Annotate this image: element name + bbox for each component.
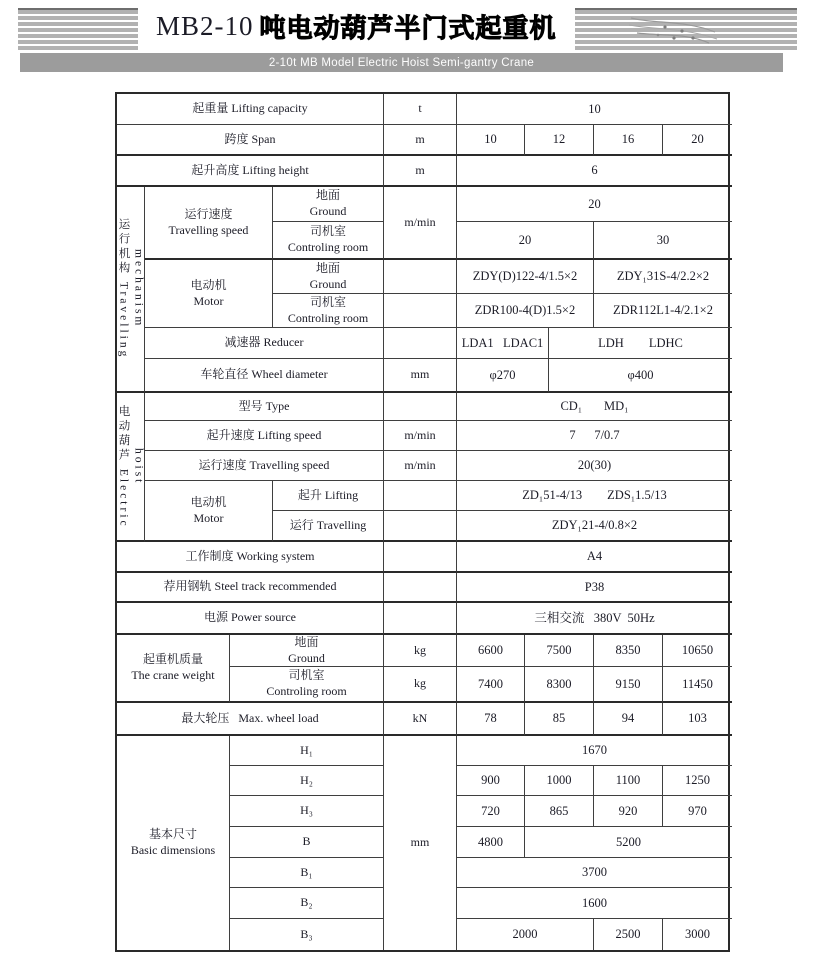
cell-dim-b1-label: B₁ (230, 858, 384, 888)
cell-hoist-motor-label (145, 481, 273, 542)
cell-weight-ground (230, 635, 384, 667)
cell-reducer-label: 减速器 Reducer (145, 328, 384, 359)
cell-hoist-motor-trav-label: 运行 Travelling (273, 511, 384, 542)
cell-work-unit (384, 542, 457, 573)
cell-hoist-travspeed-label: 运行速度 Travelling speed (145, 451, 384, 481)
cell-work-label: 工作制度 Working system (117, 542, 384, 573)
cell-hoist-motor-trav-unit (384, 511, 457, 542)
page-title (138, 0, 575, 52)
hoist-motor-zh: 电动机 (190, 494, 227, 509)
cell-hoist-type-label: 型号 Type (145, 393, 384, 421)
cell-weight-c1: 7400 (457, 667, 525, 703)
ground-en: Ground (309, 204, 347, 218)
cell-wheel-label: 车轮直径 Wheel diameter (145, 359, 384, 393)
cell-reducer-v1: LDA1 LDAC1 (457, 328, 549, 359)
dims-en: Basic dimensions (130, 843, 216, 857)
cell-dim-b-v1: 4800 (457, 827, 525, 858)
cell-load-v3: 94 (594, 703, 663, 736)
cell-dim-h1-label: H₁ (230, 736, 384, 766)
ground-zh: 地面 (315, 260, 340, 275)
cell-power-unit (384, 603, 457, 635)
cell-mech-speed-ground (273, 187, 384, 222)
cell-dim-h3-v4: 970 (663, 796, 732, 827)
dims-zh: 基本尺寸 (148, 827, 197, 842)
cell-wheel-unit: mm (384, 359, 457, 393)
cell-dim-b-label: B (230, 827, 384, 858)
cell-dim-h3-v3: 920 (594, 796, 663, 827)
cell-dim-h2-v2: 1000 (525, 766, 594, 796)
cell-mech-speed-ground-value: 20 (457, 187, 732, 222)
weight-zh: 起重机质量 (142, 652, 203, 667)
cell-dim-h3-v2: 865 (525, 796, 594, 827)
cell-wheel-v1: φ270 (457, 359, 549, 393)
cell-span-v2: 12 (525, 125, 594, 156)
cell-track-value: P38 (457, 573, 732, 603)
cell-cap-label: 起重量 Lifting capacity (117, 94, 384, 125)
cell-reducer-v2: LDH LDHC (549, 328, 732, 359)
cell-load-v4: 103 (663, 703, 732, 736)
cell-mech-speed-unit: m/min (384, 187, 457, 260)
cab-zh: 司机室 (309, 224, 346, 239)
cell-mech-motor-ground-v1: ZDY(D)122-4/1.5×2 (457, 260, 594, 294)
cell-span-v3: 16 (594, 125, 663, 156)
spec-table (115, 92, 730, 952)
subtitle-bar: 2-10t MB Model Electric Hoist Semi-gantry Crane (20, 53, 783, 72)
hoist-motor-en: Motor (193, 510, 224, 525)
cell-height-label: 起升高度 Lifting height (117, 156, 384, 187)
ground-en: Ground (288, 650, 325, 665)
cell-weight-cab (230, 667, 384, 703)
cell-dim-h2-v3: 1100 (594, 766, 663, 796)
cell-weight-label (117, 635, 230, 703)
cell-dim-b3-v2: 2500 (594, 919, 663, 950)
cell-power-value: 三相交流 380V 50Hz (457, 603, 732, 635)
mech-speed-zh: 运行速度 (184, 206, 233, 221)
cell-mech-motor-cab (273, 294, 384, 328)
cell-weight-ground-unit: kg (384, 635, 457, 667)
cell-dim-b-v2: 5200 (525, 827, 732, 858)
cell-span-v4: 20 (663, 125, 732, 156)
mech-motor-en: Motor (193, 293, 224, 308)
cell-hoist-motor-lift-unit (384, 481, 457, 511)
cell-hoist-travspeed-unit: m/min (384, 451, 457, 481)
cell-track-unit (384, 573, 457, 603)
cell-mech-motor-cab-v1: ZDR100-4(D)1.5×2 (457, 294, 594, 328)
cell-weight-c3: 9150 (594, 667, 663, 703)
cell-dim-h2-v1: 900 (457, 766, 525, 796)
cell-work-value: A4 (457, 542, 732, 573)
cell-dim-h2-label: H₂ (230, 766, 384, 796)
cell-hoist-type-unit (384, 393, 457, 421)
cell-mech-speed-cab-v2: 30 (594, 222, 732, 260)
cell-weight-c4: 11450 (663, 667, 732, 703)
group-travelling-mechanism: 运行机构 Travelling mechanism (117, 187, 145, 393)
title-chinese: 吨电动葫芦半门式起重机 (259, 12, 557, 43)
mech-motor-zh: 电动机 (190, 277, 227, 292)
decorative-flourish (627, 8, 719, 50)
cell-mech-motor-cab-v2: ZDR112L1-4/2.1×2 (594, 294, 732, 328)
cell-track-label: 荐用钢轨 Steel track recommended (117, 573, 384, 603)
cell-height-unit: m (384, 156, 457, 187)
weight-en: The crane weight (131, 668, 215, 682)
ground-zh: 地面 (294, 635, 319, 649)
cell-mech-speed-label (145, 187, 273, 260)
cell-weight-cab-unit: kg (384, 667, 457, 703)
cell-dim-h2-v4: 1250 (663, 766, 732, 796)
cell-weight-c2: 8300 (525, 667, 594, 703)
mech-speed-en: Travelling speed (168, 222, 249, 237)
group-electric-hoist: 电动葫芦 Electric hoist (117, 393, 145, 542)
cell-dim-h3-v1: 720 (457, 796, 525, 827)
cell-mech-motor-ground-v2: ZDY₁31S-4/2.2×2 (594, 260, 732, 294)
cell-dim-h3-label: H₃ (230, 796, 384, 827)
cell-span-label: 跨度 Span (117, 125, 384, 156)
cell-reducer-unit (384, 328, 457, 359)
cell-cap-value: 10 (457, 94, 732, 125)
cell-hoist-liftspeed-unit: m/min (384, 421, 457, 451)
cell-dim-b3-v3: 3000 (685, 927, 710, 942)
cell-mech-motor-cab-unit (384, 294, 457, 328)
page-header (0, 0, 827, 76)
cell-weight-g3: 8350 (594, 635, 663, 667)
cell-weight-g2: 7500 (525, 635, 594, 667)
cell-weight-g1: 6600 (457, 635, 525, 667)
cell-load-label: 最大轮压 Max. wheel load (117, 703, 384, 736)
cell-mech-motor-ground (273, 260, 384, 294)
cell-dim-b2-label: B₂ (230, 888, 384, 919)
cab-en: Controling room (266, 684, 347, 698)
cell-load-v2: 85 (525, 703, 594, 736)
cell-dim-b3-v1: 2000 (457, 919, 594, 950)
cab-zh: 司机室 (288, 668, 325, 683)
ground-zh: 地面 (315, 188, 340, 203)
cell-height-value: 6 (457, 156, 732, 187)
cell-hoist-travspeed-value: 20(30) (457, 451, 732, 481)
cell-dims-label (117, 736, 230, 950)
ground-en: Ground (309, 276, 347, 291)
cell-hoist-motor-lift-label: 起升 Lifting (273, 481, 384, 511)
cell-hoist-motor-trav-value: ZDY₁21-4/0.8×2 (457, 511, 732, 542)
cell-load-v1: 78 (457, 703, 525, 736)
cell-weight-g4: 10650 (663, 635, 732, 667)
cell-hoist-liftspeed-value: 7 7/0.7 (457, 421, 732, 451)
cell-dim-b1-value: 3700 (457, 858, 732, 888)
cab-en: Controling room (287, 240, 369, 254)
cell-hoist-type-value: CD₁ MD₁ (457, 393, 732, 421)
title-model-code: MB2-10 (156, 10, 254, 41)
cell-mech-speed-cab-v1: 20 (457, 222, 594, 260)
cell-mech-motor-label (145, 260, 273, 328)
cell-span-unit: m (384, 125, 457, 156)
cell-wheel-v2: φ400 (549, 359, 732, 393)
cell-power-label: 电源 Power source (117, 603, 384, 635)
cab-zh: 司机室 (309, 294, 346, 309)
cell-dim-b2-value: 1600 (457, 888, 732, 919)
cell-hoist-motor-lift-value: ZD₁51-4/13 ZDS₁1.5/13 (457, 481, 732, 511)
cell-dim-b3-label: B₃ (230, 919, 384, 950)
cell-dims-unit: mm (384, 736, 457, 950)
cab-en: Controling room (287, 310, 369, 325)
cell-dim-h1-value: 1670 (457, 736, 732, 766)
cell-span-v1: 10 (457, 125, 525, 156)
cell-mech-speed-cab (273, 222, 384, 260)
cell-mech-motor-ground-unit (384, 260, 457, 294)
cell-cap-unit: t (384, 94, 457, 125)
cell-load-unit: kN (384, 703, 457, 736)
cell-hoist-liftspeed-label: 起升速度 Lifting speed (145, 421, 384, 451)
